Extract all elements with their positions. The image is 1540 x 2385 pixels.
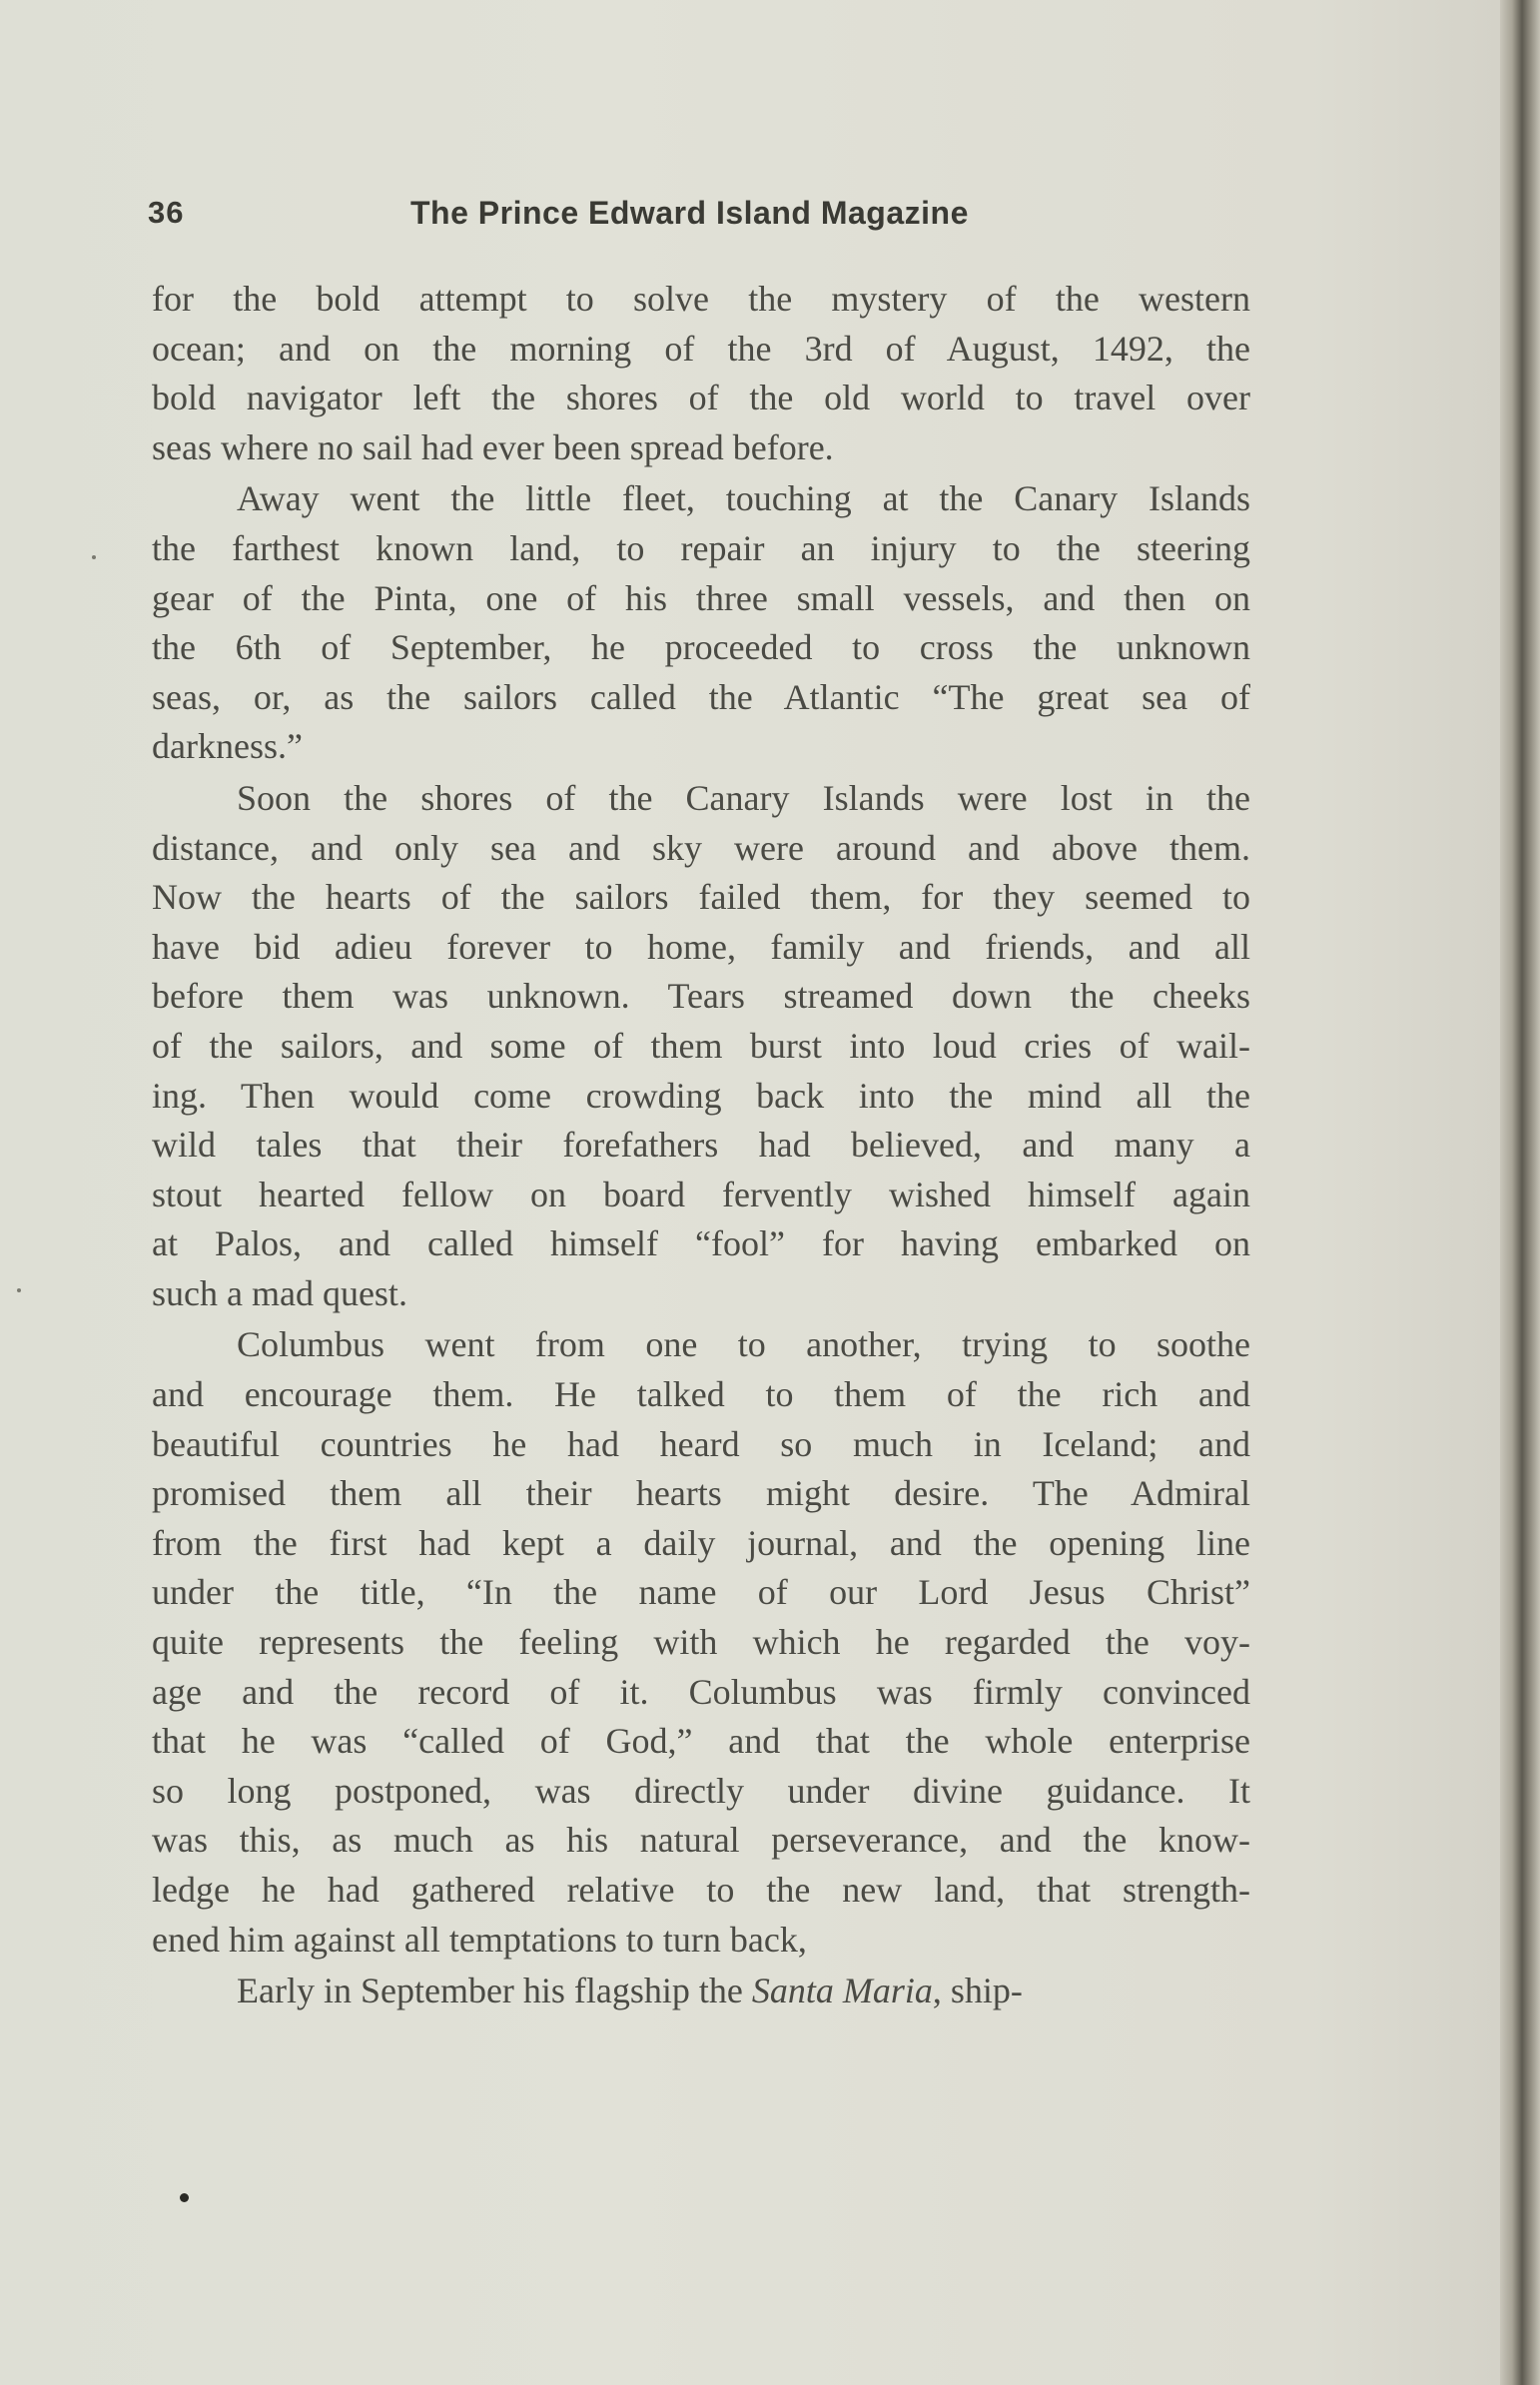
text-line: such a mad quest.	[152, 1272, 407, 1313]
text-line	[152, 1967, 1250, 2016]
text-line: distance, and only sea and sky were around and above them.	[152, 827, 1250, 868]
paragraph-1	[152, 275, 1250, 472]
text-line: seas where no sail had ever been spread before.	[152, 426, 834, 467]
ink-speck	[92, 555, 96, 559]
text-line: wild tales that their forefathers had believed, and many a	[152, 1125, 1250, 1166]
ink-speck	[180, 2193, 189, 2202]
text-line: Soon the shores of the Canary Islands were lost in the	[237, 777, 1250, 818]
text-line: the 6th of September, he proceeded to cross the unknown	[152, 627, 1250, 668]
text-line: was this, as much as his natural perseverance, and the know-	[152, 1820, 1250, 1861]
text-line: stout hearted fellow on board fervently wished himself again	[152, 1174, 1250, 1214]
text-line: and encourage them. He talked to them of the rich and	[152, 1374, 1250, 1415]
text-line: so long postponed, was directly under divine guidance. It	[152, 1770, 1250, 1811]
text-line: ing. Then would come crowding back into the mind all the	[152, 1075, 1250, 1116]
page-edge-shadow	[1500, 0, 1540, 2385]
text-fragment: , ship-	[932, 1971, 1023, 2011]
page-number: 36	[148, 195, 185, 230]
text-line: before them was unknown. Tears streamed down the cheeks	[152, 976, 1250, 1017]
text-line: the farthest known land, to repair an injury to the steering	[152, 527, 1250, 568]
text-line: of the sailors, and some of them burst into loud cries of wail-	[152, 1025, 1250, 1066]
text-line: ledge he had gathered relative to the new land, that strength-	[152, 1870, 1250, 1910]
text-line: bold navigator left the shores of the old world to travel over	[152, 378, 1250, 418]
text-line: ened him against all temptations to turn back,	[152, 1919, 807, 1960]
text-line: Now the hearts of the sailors failed them, for they seemed to	[152, 877, 1250, 918]
paragraph-2	[152, 474, 1250, 772]
paragraph-3	[152, 774, 1250, 1319]
text-line: under the title, “In the name of our Lord Jesus Christ”	[152, 1572, 1250, 1613]
text-line: Columbus went from one to another, trying to soothe	[237, 1324, 1250, 1365]
ink-speck	[17, 1288, 21, 1292]
journal-title: The Prince Edward Island Magazine	[410, 195, 969, 231]
text-line: seas, or, as the sailors called the Atlantic “The great sea of	[152, 676, 1250, 717]
text-line: from the first had kept a daily journal, and the opening line	[152, 1522, 1250, 1563]
text-line: beautiful countries he had heard so much in Iceland; and	[152, 1423, 1250, 1464]
running-head	[148, 195, 1256, 245]
text-line: that he was “called of God,” and that the whole enterprise	[152, 1721, 1250, 1762]
text-fragment: Early in September his flagship the	[237, 1971, 752, 2011]
text-line: at Palos, and called himself “fool” for having embarked on	[152, 1223, 1250, 1264]
ship-name: Santa Maria	[751, 1971, 933, 2011]
text-line: darkness.”	[152, 726, 303, 767]
paragraph-5	[152, 1967, 1250, 2016]
text-line: Away went the little fleet, touching at the Canary Islands	[237, 478, 1250, 519]
text-line: have bid adieu forever to home, family and friends, and all	[152, 926, 1250, 967]
text-line: for the bold attempt to solve the mystery of the western	[152, 279, 1250, 319]
text-line: promised them all their hearts might desire. The Admiral	[152, 1473, 1250, 1514]
text-line: quite represents the feeling with which he regarded the voy-	[152, 1622, 1250, 1663]
paragraph-4	[152, 1320, 1250, 1965]
text-line: age and the record of it. Columbus was firmly convinced	[152, 1671, 1250, 1712]
text-line: ocean; and on the morning of the 3rd of August, 1492, the	[152, 328, 1250, 369]
body-text	[152, 275, 1250, 2018]
text-line: gear of the Pinta, one of his three small vessels, and then on	[152, 577, 1250, 618]
